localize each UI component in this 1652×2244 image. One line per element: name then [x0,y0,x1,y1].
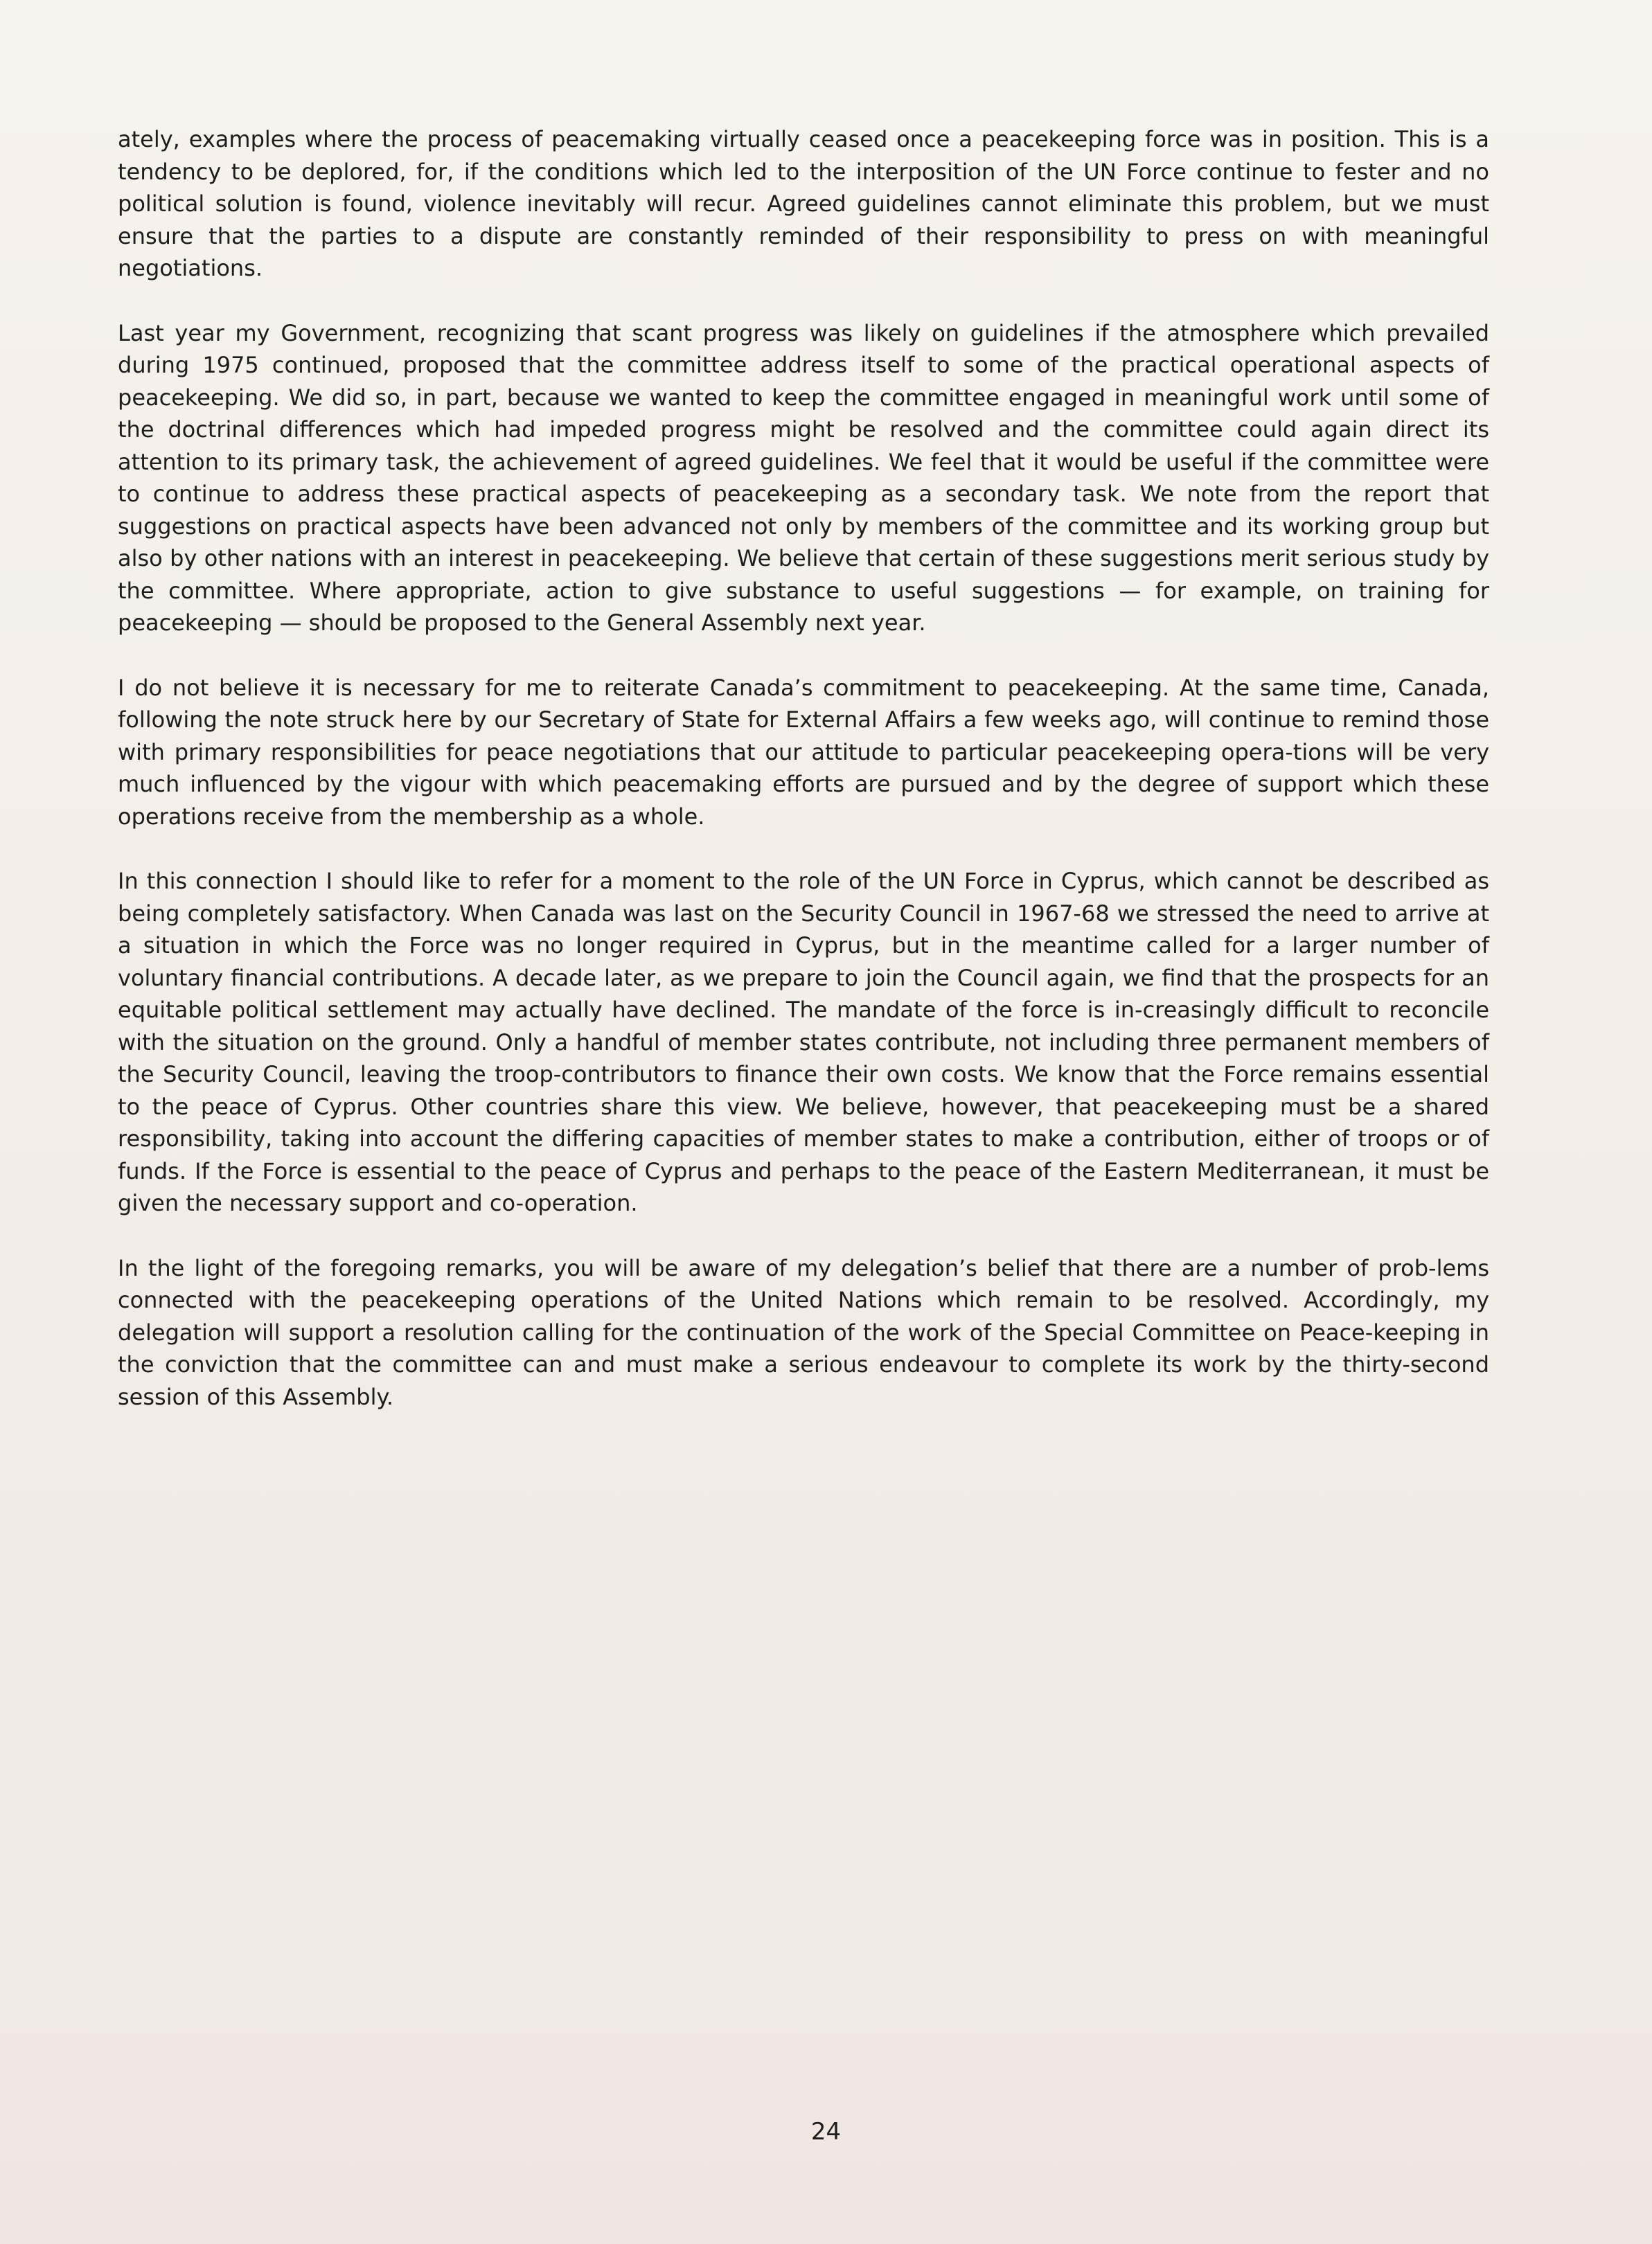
paragraph-3: I do not believe it is necessary for me to reiterate Canada’s commitment to peacekeeping. At the same time, Canada, following the note struck here by our Secretary of State for External Affairs a few weeks ago, will continue to remind those with primary responsibilities for peace negotiations that our attitude to particular peacekeeping opera-tions will be very much influenced by the vigour with which peacemaking efforts are pursued and by the degree of support which these operations receive from the membership as a whole. [118,674,1489,830]
page-number: 24 [810,2118,842,2146]
paragraph-2: Last year my Government, recognizing that scant progress was likely on guidelines if the atmosphere which prevailed during 1975 continued, proposed that the committee address itself to some of the practical operational aspects of peacekeeping. We did so, in part, because we wanted to keep the committee engaged in meaningful work until some of the doctrinal differences which had impeded progress might be resolved and the committee could again direct its attention to its primary task, the achievement of agreed guidelines. We feel that it would be useful if the committee were to continue to address these practical aspects of peacekeeping as a secondary task. We note from the report that suggestions on practical aspects have been advanced not only by members of the committee and its working group but also by other nations with an interest in peacekeeping. We believe that certain of these suggestions merit serious study by the committee. Where appropriate, action to give substance to useful suggestions — for example, on training for peacekeeping — should be proposed to the General Assembly next year. [118,319,1489,636]
paragraph-4: In this connection I should like to refer for a moment to the role of the UN Force in Cyprus, which cannot be described as being completely satisfactory. When Canada was last on the Security Council in 1967-68 we stressed the need to arrive at a situation in which the Force was no longer required in Cyprus, but in the meantime called for a larger number of voluntary financial contributions. A decade later, as we prepare to join the Council again, we find that the prospects for an equitable political settlement may actually have declined. The mandate of the force is in-creasingly difficult to reconcile with the situation on the ground. Only a handful of member states contribute, not including three permanent members of the Security Council, leaving the troop-contributors to finance their own costs. We know that the Force remains essential to the peace of Cyprus. Other countries share this view. We believe, however, that peacekeeping must be a shared responsibility, taking into account the differing capacities of member states to make a contribution, either of troops or of funds. If the Force is essential to the peace of Cyprus and perhaps to the peace of the Eastern Mediterranean, it must be given the necessary support and co-operation. [118,868,1489,1216]
paragraph-1: ately, examples where the process of peacemaking virtually ceased once a peacekeeping force was in position. This is a tendency to be deplored, for, if the conditions which led to the interposition of the UN Force continue to fester and no political solution is found, violence inevitably will recur. Agreed guidelines cannot eliminate this problem, but we must ensure that the parties to a dispute are constantly reminded of their responsibility to press on with meaningful negotiations. [118,126,1489,281]
paragraph-5: In the light of the foregoing remarks, you will be aware of my delegation’s belief that there are a number of prob-lems connected with the peacekeeping operations of the United Nations which remain to be resolved. Accordingly, my delegation will support a resolution calling for the continuation of the work of the Special Committee on Peace-keeping in the conviction that the committee can and must make a serious endeavour to complete its work by the thirty-second session of this Assembly. [118,1254,1489,1410]
body-text [118,123,1489,1445]
